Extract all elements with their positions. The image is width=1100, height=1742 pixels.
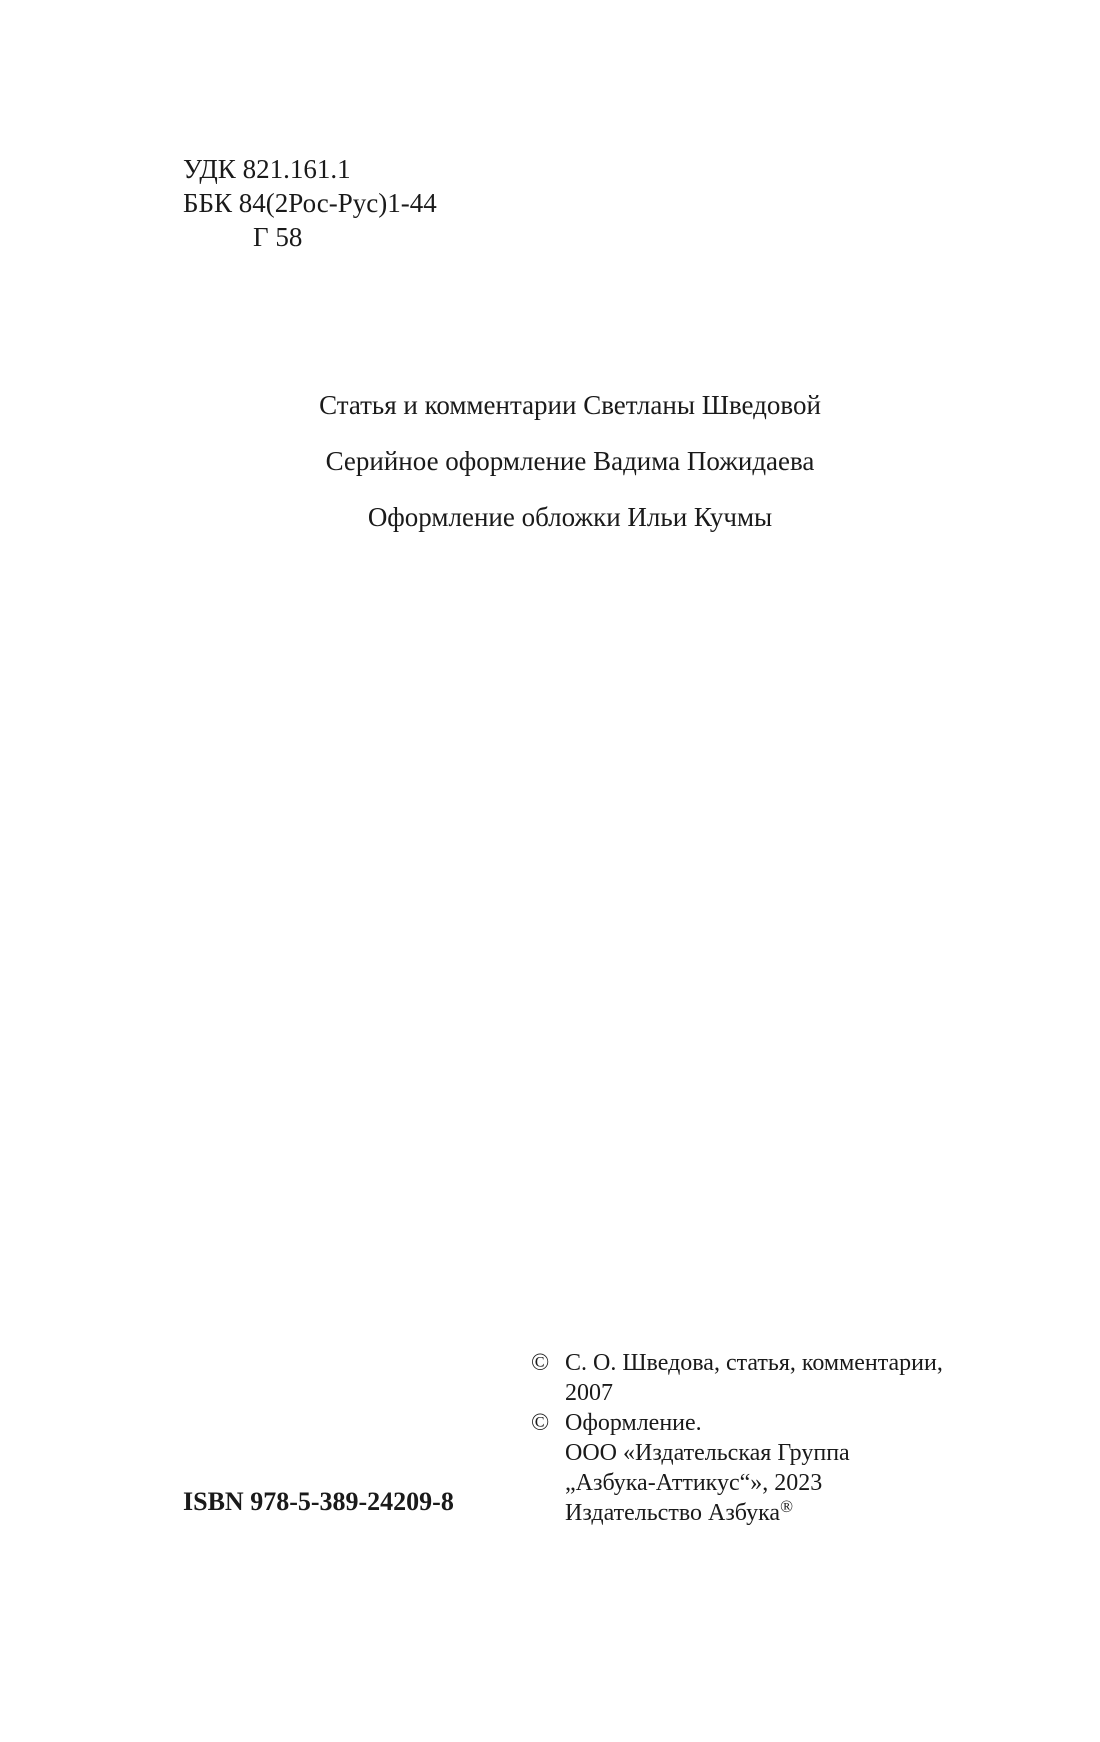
isbn: ISBN 978-5-389-24209-8 [183,1487,454,1516]
copyright-entry-line [565,1498,1011,1528]
copyright-entry-line: Оформление. [565,1410,702,1436]
copyright-block [531,1348,1011,1528]
copyright-entry-line: С. О. Шведова, статья, комментарии, [565,1350,943,1376]
copyright-entry-line: ООО «Издательская Группа [565,1440,850,1466]
credit-series-design: Серийное оформление Вадима Пожидаева [325,446,815,476]
author-mark: Г 58 [253,222,303,252]
bbk-code: ББК 84(2Рос-Рус)1-44 [183,188,437,218]
classification-codes [183,152,437,254]
credit-cover-design: Оформление обложки Ильи Кучмы [367,502,773,532]
credit-article-comments: Статья и комментарии Светланы Шведовой [319,390,821,420]
publisher-name: Издательство Азбука [565,1500,781,1526]
copyright-symbol: © [531,1410,550,1436]
udk-code: УДК 821.161.1 [183,154,351,184]
copyright-symbol: © [531,1350,550,1376]
copyright-entry-line: „Азбука-Аттикус“», 2023 [565,1470,823,1496]
credits-block [0,385,1100,553]
copyright-entry-line: 2007 [565,1380,613,1406]
registered-mark: ® [780,1497,793,1516]
copyright-entry-design [531,1408,1011,1528]
copyright-entry-article [531,1348,1011,1408]
